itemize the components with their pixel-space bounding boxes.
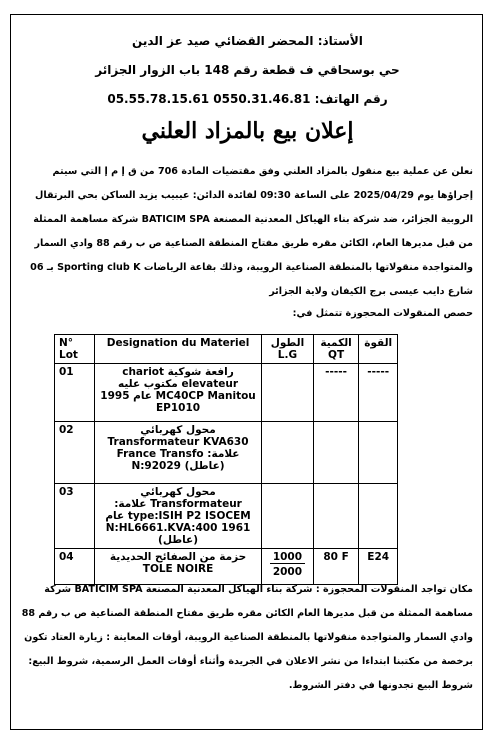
item-quantity <box>313 422 359 484</box>
col-quantity: الكمية QT <box>313 335 359 364</box>
notice-title: إعلان بيع بالمزاد العلني <box>141 118 354 144</box>
col-length: الطول L.G <box>262 335 314 364</box>
bailiff-name: الأستاذ: المحضر القضائي صيد عز الدين <box>132 34 363 48</box>
item-power: ----- <box>359 364 398 422</box>
col-power: القوة <box>359 335 398 364</box>
item-power <box>359 484 398 549</box>
table-row <box>55 484 398 549</box>
closing-paragraph: مكان تواجد المنقولات المحجوزة : شركة بناء الهياكل المعدنية المصنعة BATICIM SPA شركة مساهمة الممثلة من قبل مديرها العام الكائن مقره طريق مفتاح المنطقة الصناعية ص ب رقم 88 وادي السمار والمتواجدة منقولاتها بالمنطقة الصناعية الرويبة، أوقات المعاينة : زيارة العتاد تكون برخصة من مكتبنا ابتداءا من نشر الاعلان في الجريدة وأثناء أوقات العمل الرسمية، شروط البيع: شروط البيع تجدونها في دفتر الشروط. <box>21 584 473 691</box>
item-length <box>262 484 314 549</box>
bailiff-address: حي بوسحاقي ف قطعة رقم 148 باب الزوار الجزائر <box>95 63 400 77</box>
item-quantity <box>313 484 359 549</box>
table-row <box>55 422 398 484</box>
col-designation: Designation du Materiel <box>94 335 261 364</box>
table-row <box>55 364 398 422</box>
lot-number: 02 <box>55 422 95 484</box>
table-header-row <box>55 335 398 364</box>
item-power: E24 <box>359 549 398 585</box>
item-designation: رافعة شوكية chariot elevateur مكتوب عليه MC40CP Manitou عام 1995 EP1010 <box>94 364 261 422</box>
col-lot: N° Lot <box>55 335 95 364</box>
length-bottom: 2000 <box>272 566 303 578</box>
lot-number: 03 <box>55 484 95 549</box>
lot-number: 04 <box>55 549 95 585</box>
intro-paragraph: نعلن عن عملية بيع منقول بالمزاد العلني وفق مقتضيات المادة 706 من ق إ م إ التي سيتم إجراؤها يوم 2025/04/29 على الساعة 09:30 لفائدة الدائن: عيبيب يزيد الساكن بحي البرتقال الروبية الجزائر، ضد شركة بناء الهياكل المعدنية المصنعة BATICIM SPA شركة مساهمة الممثلة من قبل مديرها العام، الكائن مقره طريق مفتاح المنطقة الصناعية ص ب رقم 88 وادي السمار والمتواجدة منقولاتها بالمنطقة الصناعية الرويبة، وذلك بقاعة الرياضات Sporting club K بـ 06 شارع دايب عيسى برج الكيفان ولاية الجزائر <box>30 166 473 297</box>
item-length <box>262 364 314 422</box>
item-power <box>359 422 398 484</box>
item-designation: حزمة من الصفائح الحديدية TOLE NOIRE <box>94 549 261 585</box>
item-length <box>262 422 314 484</box>
bailiff-phone: رقم الهاتف: 0550.31.46.81 05.55.78.15.61 <box>107 92 388 106</box>
items-label: حصص المنقولات المحجوزة تتمثل في: <box>292 308 473 319</box>
length-top: 1000 <box>270 551 305 564</box>
item-designation: محول كهربائي Transformateur علامة: type:ISIH P2 ISOCEM عام 1961 N:HL6661.KVA:400 (عاطل) <box>94 484 261 549</box>
seized-items-table <box>54 334 398 585</box>
lot-number: 01 <box>55 364 95 422</box>
item-quantity: 80 F <box>313 549 359 585</box>
item-quantity: ----- <box>313 364 359 422</box>
item-designation: محول كهربائي Transformateur KVA630 علامة: France Transfo (عاطل) N:92029 <box>94 422 261 484</box>
